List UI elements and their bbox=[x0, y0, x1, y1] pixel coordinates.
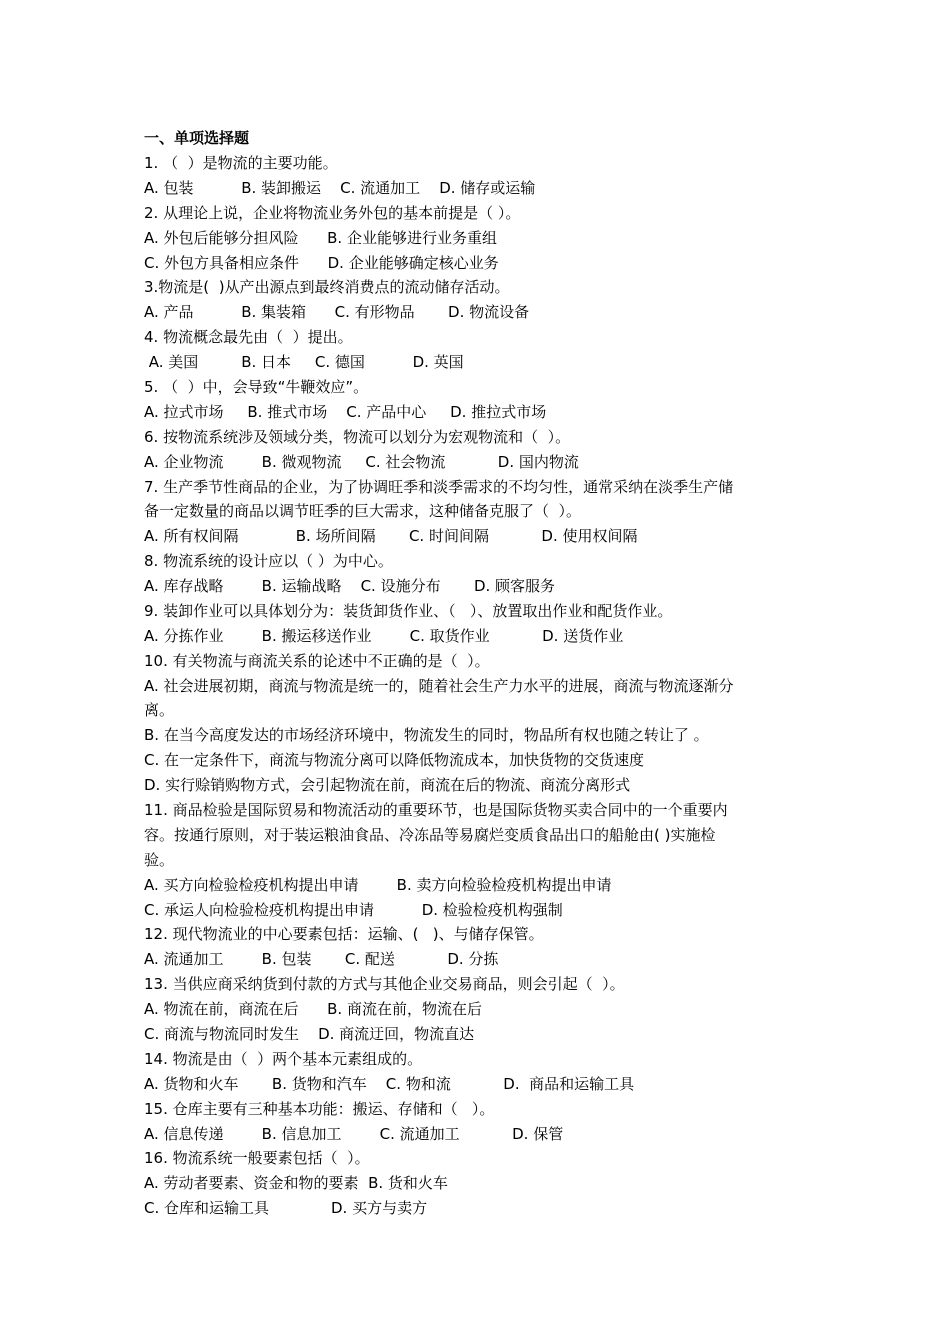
option-line: B. 在当今高度发达的市场经济环境中，物流发生的同时，物品所有权也随之转让了 。 bbox=[144, 726, 709, 744]
question-line: 2. 从理论上说，企业将物流业务外包的基本前提是（ ）。 bbox=[144, 204, 521, 222]
question-line: 1. （ ）是物流的主要功能。 bbox=[144, 154, 338, 172]
option-line: C. 商流与物流同时发生 D. 商流迂回，物流直达 bbox=[144, 1025, 475, 1043]
question-line: 16. 物流系统一般要素包括（ ）。 bbox=[144, 1149, 370, 1167]
option-line: C. 外包方具备相应条件 D. 企业能够确定核心业务 bbox=[144, 254, 499, 272]
option-line: C. 承运人向检验检疫机构提出申请 D. 检验检疫机构强制 bbox=[144, 901, 563, 919]
question-line: 8. 物流系统的设计应以（ ）为中心。 bbox=[144, 552, 393, 570]
option-line: D. 实行赊销购物方式，会引起物流在前，商流在后的物流、商流分离形式 bbox=[144, 776, 631, 794]
option-line: A. 产品 B. 集装箱 C. 有形物品 D. 物流设备 bbox=[144, 303, 530, 321]
question-line: 11. 商品检验是国际贸易和物流活动的重要环节，也是国际货物买卖合同中的一个重要内 bbox=[144, 801, 728, 819]
option-line: A. 信息传递 B. 信息加工 C. 流通加工 D. 保管 bbox=[144, 1125, 564, 1143]
question-line: 13. 当供应商采纳货到付款的方式与其他企业交易商品，则会引起（ ）。 bbox=[144, 975, 625, 993]
option-line: C. 仓库和运输工具 D. 买方与卖方 bbox=[144, 1199, 428, 1217]
section-title: 一、单项选择题 bbox=[144, 129, 250, 147]
option-line: A. 物流在前，商流在后 B. 商流在前，物流在后 bbox=[144, 1000, 482, 1018]
option-line: A. 外包后能够分担风险 B. 企业能够进行业务重组 bbox=[144, 229, 497, 247]
question-line: 容。按通行原则，对于装运粮油食品、冷冻品等易腐烂变质食品出口的船舱由( )实施检 bbox=[144, 826, 716, 844]
option-line: A. 货物和火车 B. 货物和汽车 C. 物和流 D. 商品和运输工具 bbox=[144, 1075, 635, 1093]
option-line: A. 美国 B. 日本 C. 德国 D. 英国 bbox=[144, 353, 464, 371]
question-line: 备一定数量的商品以调节旺季的巨大需求，这种储备克服了（ ）。 bbox=[144, 502, 582, 520]
option-line: A. 劳动者要素、资金和物的要素 B. 货和火车 bbox=[144, 1174, 448, 1192]
option-line: 离。 bbox=[144, 701, 175, 719]
option-line: A. 包装 B. 装卸搬运 C. 流通加工 D. 储存或运输 bbox=[144, 179, 536, 197]
question-line: 5. （ ）中，会导致“牛鞭效应”。 bbox=[144, 378, 369, 396]
question-line: 7. 生产季节性商品的企业，为了协调旺季和淡季需求的不均匀性，通常采纳在淡季生产储 bbox=[144, 478, 734, 496]
question-line: 9. 装卸作业可以具体划分为：装货卸货作业、（ ）、放置取出作业和配货作业。 bbox=[144, 602, 673, 620]
option-line: A. 分拣作业 B. 搬运移送作业 C. 取货作业 D. 送货作业 bbox=[144, 627, 624, 645]
option-line: C. 在一定条件下，商流与物流分离可以降低物流成本，加快货物的交货速度 bbox=[144, 751, 645, 769]
question-line: 4. 物流概念最先由（ ）提出。 bbox=[144, 328, 353, 346]
option-line: A. 所有权间隔 B. 场所间隔 C. 时间间隔 D. 使用权间隔 bbox=[144, 527, 638, 545]
question-line: 12. 现代物流业的中心要素包括：运输、( )、与储存保管。 bbox=[144, 925, 544, 943]
question-line: 验。 bbox=[144, 851, 175, 869]
question-line: 14. 物流是由（ ）两个基本元素组成的。 bbox=[144, 1050, 423, 1068]
option-line: A. 库存战略 B. 运输战略 C. 设施分布 D. 顾客服务 bbox=[144, 577, 556, 595]
option-line: A. 流通加工 B. 包装 C. 配送 D. 分拣 bbox=[144, 950, 499, 968]
question-line: 10. 有关物流与商流关系的论述中不正确的是（ ）。 bbox=[144, 652, 490, 670]
question-line: 6. 按物流系统涉及领域分类，物流可以划分为宏观物流和（ ）。 bbox=[144, 428, 571, 446]
question-line: 3.物流是( )从产出源点到最终消费点的流动储存活动。 bbox=[144, 278, 510, 296]
option-line: A. 拉式市场 B. 推式市场 C. 产品中心 D. 推拉式市场 bbox=[144, 403, 547, 421]
option-line: A. 社会进展初期，商流与物流是统一的，随着社会生产力水平的进展，商流与物流逐渐分 bbox=[144, 677, 734, 695]
question-line: 15. 仓库主要有三种基本功能：搬运、存储和（ ）。 bbox=[144, 1100, 495, 1118]
option-line: A. 企业物流 B. 微观物流 C. 社会物流 D. 国内物流 bbox=[144, 453, 579, 471]
option-line: A. 买方向检验检疫机构提出申请 B. 卖方向检验检疫机构提出申请 bbox=[144, 876, 612, 894]
